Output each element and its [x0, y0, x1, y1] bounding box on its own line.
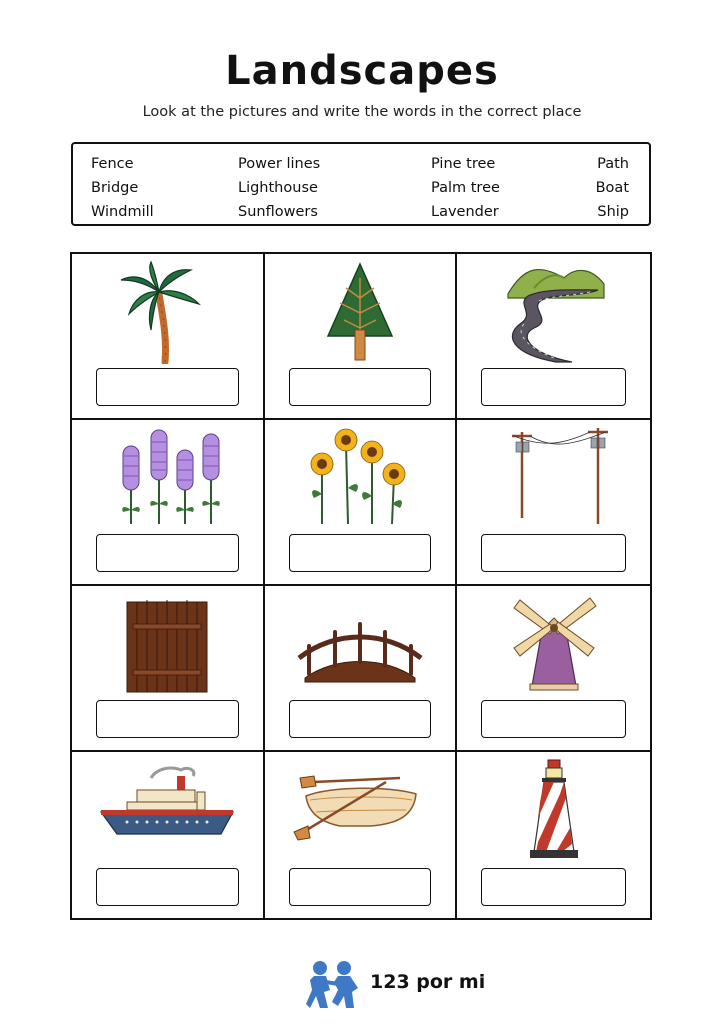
- picture-cell: [457, 752, 650, 918]
- brand-name: 123 por mi: [370, 971, 486, 993]
- answer-box[interactable]: [481, 534, 626, 572]
- word-bank-column: [596, 152, 629, 224]
- word-bank: [71, 142, 651, 226]
- picture-cell: [265, 420, 458, 586]
- answer-box[interactable]: [481, 368, 626, 406]
- answer-box[interactable]: [96, 534, 239, 572]
- page-title: Landscapes: [225, 48, 499, 94]
- children-logo-icon: [304, 958, 364, 1016]
- bridge-icon: [265, 590, 456, 696]
- picture-cell: [265, 254, 458, 420]
- answer-box[interactable]: [289, 700, 432, 738]
- answer-box[interactable]: [289, 868, 432, 906]
- pine-tree-icon: [265, 258, 456, 364]
- word-item: Palm tree: [431, 180, 500, 196]
- word-item: Fence: [91, 156, 134, 172]
- picture-cell: [72, 752, 265, 918]
- picture-cell: [265, 586, 458, 752]
- word-item: Power lines: [238, 156, 321, 172]
- picture-cell: [457, 586, 650, 752]
- palm-tree-icon: [72, 258, 263, 364]
- picture-cell: [72, 420, 265, 586]
- word-item: Bridge: [91, 180, 139, 196]
- picture-cell: [457, 420, 650, 586]
- answer-box[interactable]: [289, 534, 432, 572]
- footer: [300, 958, 500, 1010]
- ship-icon: [72, 756, 263, 862]
- word-item: Pine tree: [431, 156, 496, 172]
- word-bank-column: [238, 152, 320, 224]
- word-item: Windmill: [91, 204, 154, 220]
- answer-box[interactable]: [481, 700, 626, 738]
- picture-cell: [72, 254, 265, 420]
- answer-box[interactable]: [289, 368, 432, 406]
- answer-box[interactable]: [96, 868, 239, 906]
- picture-cell: [265, 752, 458, 918]
- word-item: Lighthouse: [238, 180, 318, 196]
- answer-box[interactable]: [96, 700, 239, 738]
- picture-grid: [70, 252, 652, 920]
- picture-cell: [457, 254, 650, 420]
- boat-icon: [265, 756, 456, 862]
- word-item: Path: [597, 156, 629, 172]
- word-item: Boat: [595, 180, 629, 196]
- path-icon: [457, 258, 650, 364]
- word-bank-column: [431, 152, 500, 224]
- word-item: Sunflowers: [238, 204, 318, 220]
- word-item: Lavender: [431, 204, 499, 220]
- word-bank-column: [91, 152, 154, 224]
- lavender-icon: [72, 424, 263, 530]
- sunflowers-icon: [265, 424, 456, 530]
- power-lines-icon: [457, 424, 650, 530]
- fence-icon: [72, 590, 263, 696]
- word-item: Ship: [597, 204, 629, 220]
- answer-box[interactable]: [96, 368, 239, 406]
- lighthouse-icon: [457, 756, 650, 862]
- windmill-icon: [457, 590, 650, 696]
- answer-box[interactable]: [481, 868, 626, 906]
- picture-cell: [72, 586, 265, 752]
- instructions: Look at the pictures and write the words in the correct place: [142, 104, 582, 120]
